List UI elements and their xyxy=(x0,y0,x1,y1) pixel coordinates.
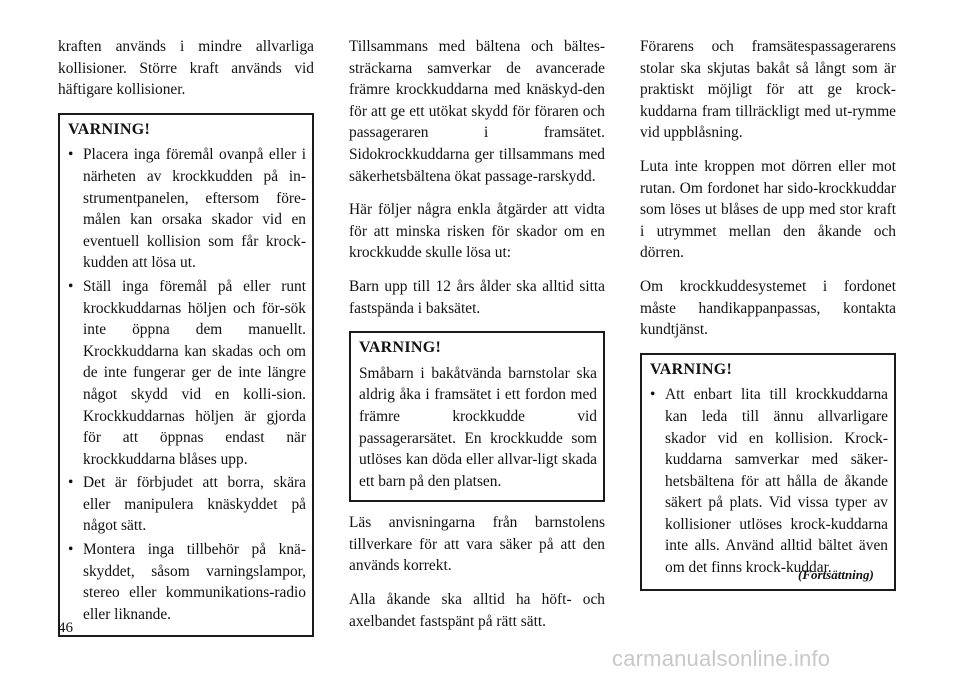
column-1 xyxy=(58,36,314,647)
warning-list xyxy=(650,384,888,578)
warning-item: • Montera inga tillbehör på knä-skyddet, såsom varningslampor, stereo eller kommunikations-radio eller liknande. xyxy=(68,539,306,625)
intro-paragraph: kraften används i mindre allvarliga kollisioner. Större kraft används vid häftigare kollisioner. xyxy=(58,38,314,99)
warning-list xyxy=(68,144,306,625)
body-paragraph: Tillsammans med bältena och bältes-sträckarna samverkar de avancerade främre krockkuddarna med knäskyd-den för att ge ett utökat skydd för föraren och passageraren i framsätet. Sidokrockkuddarna ger tillsammans med säkerhetsbältena ökat passage-rarskydd. xyxy=(349,38,605,185)
warning-item: • Det är förbjudet att borra, skära eller manipulera knäskyddet på något sätt. xyxy=(68,472,306,537)
warning-item: • Ställ inga föremål på eller runt krockkuddarnas höljen och för-sök inte öppna dem manuellt. Krockkuddarna kan skadas och om de inte fungerar ger de inte längre något skydd vid en kolli-sion. Krockkuddarnas höljen är gjorda för att öppnas endast när krockkuddarna blåses upp. xyxy=(68,276,306,470)
column-3 xyxy=(640,36,896,601)
page-number: 46 xyxy=(58,620,73,636)
warning-text: Småbarn i bakåtvända barnstolar ska aldrig åka i framsätet i ett fordon med främre krockkudde vid passagerarsätet. En krockkudde som utlöses kan döda eller allvar-ligt skada ett barn på den platsen. xyxy=(359,364,597,490)
watermark: carmanualsonline.info xyxy=(612,646,831,671)
warning-box-2 xyxy=(349,331,605,502)
column-2 xyxy=(349,36,605,644)
body-paragraph: Luta inte kroppen mot dörren eller mot rutan. Om fordonet har sido-krockkuddar som löses ut blåses de upp med stor kraft i utrymmet mellan den åkande och dörren. xyxy=(640,157,896,262)
warning-title: VARNING! xyxy=(359,339,442,357)
warning-item: • Placera inga föremål ovanpå eller i närheten av krockkudden på in-strumentpanelen, eftersom före-målen kan orsaka skador vid en eventuell kollision som får krock-kudden att lösa ut. xyxy=(68,144,306,274)
warning-box-1 xyxy=(58,113,314,638)
body-paragraph: Barn upp till 12 års ålder ska alltid sitta fastspända i baksätet. xyxy=(349,277,605,317)
warning-box-3 xyxy=(640,353,896,591)
body-paragraph: Här följer några enkla åtgärder att vidta för att minska risken för skador om en krockkudde skulle lösa ut: xyxy=(349,201,605,262)
body-paragraph: Alla åkande ska alltid ha höft- och axelbandet fastspänt på rätt sätt. xyxy=(349,591,605,630)
warning-title: VARNING! xyxy=(68,120,151,138)
warning-title: VARNING! xyxy=(650,360,733,378)
continued-label: (Fortsättning) xyxy=(798,567,874,582)
body-paragraph: Om krockkuddesystemet i fordonet måste handikappanpassas, kontakta kundtjänst. xyxy=(640,277,896,339)
warning-item: • Att enbart lita till krockkuddarna kan leda till ännu allvarligare skador vid en kollision. Krock-kuddarna samverkar med säker-hetsbältena för att hålla de åkande säkert på plats. Vid vissa typer av kollisioner utlöses krock-kuddarna inte alls. Använd alltid bältet även om det finns krock-kuddar. xyxy=(650,384,888,578)
body-paragraph: Läs anvisningarna från barnstolens tillverkare för att vara säker på att den används korrekt. xyxy=(349,514,605,575)
body-paragraph: Förarens och framsätespassagerarens stolar ska skjutas bakåt så långt som är praktiskt möjligt för att ge krock-kuddarna fram tillräckligt med ut-rymme vid uppblåsning. xyxy=(640,38,896,142)
